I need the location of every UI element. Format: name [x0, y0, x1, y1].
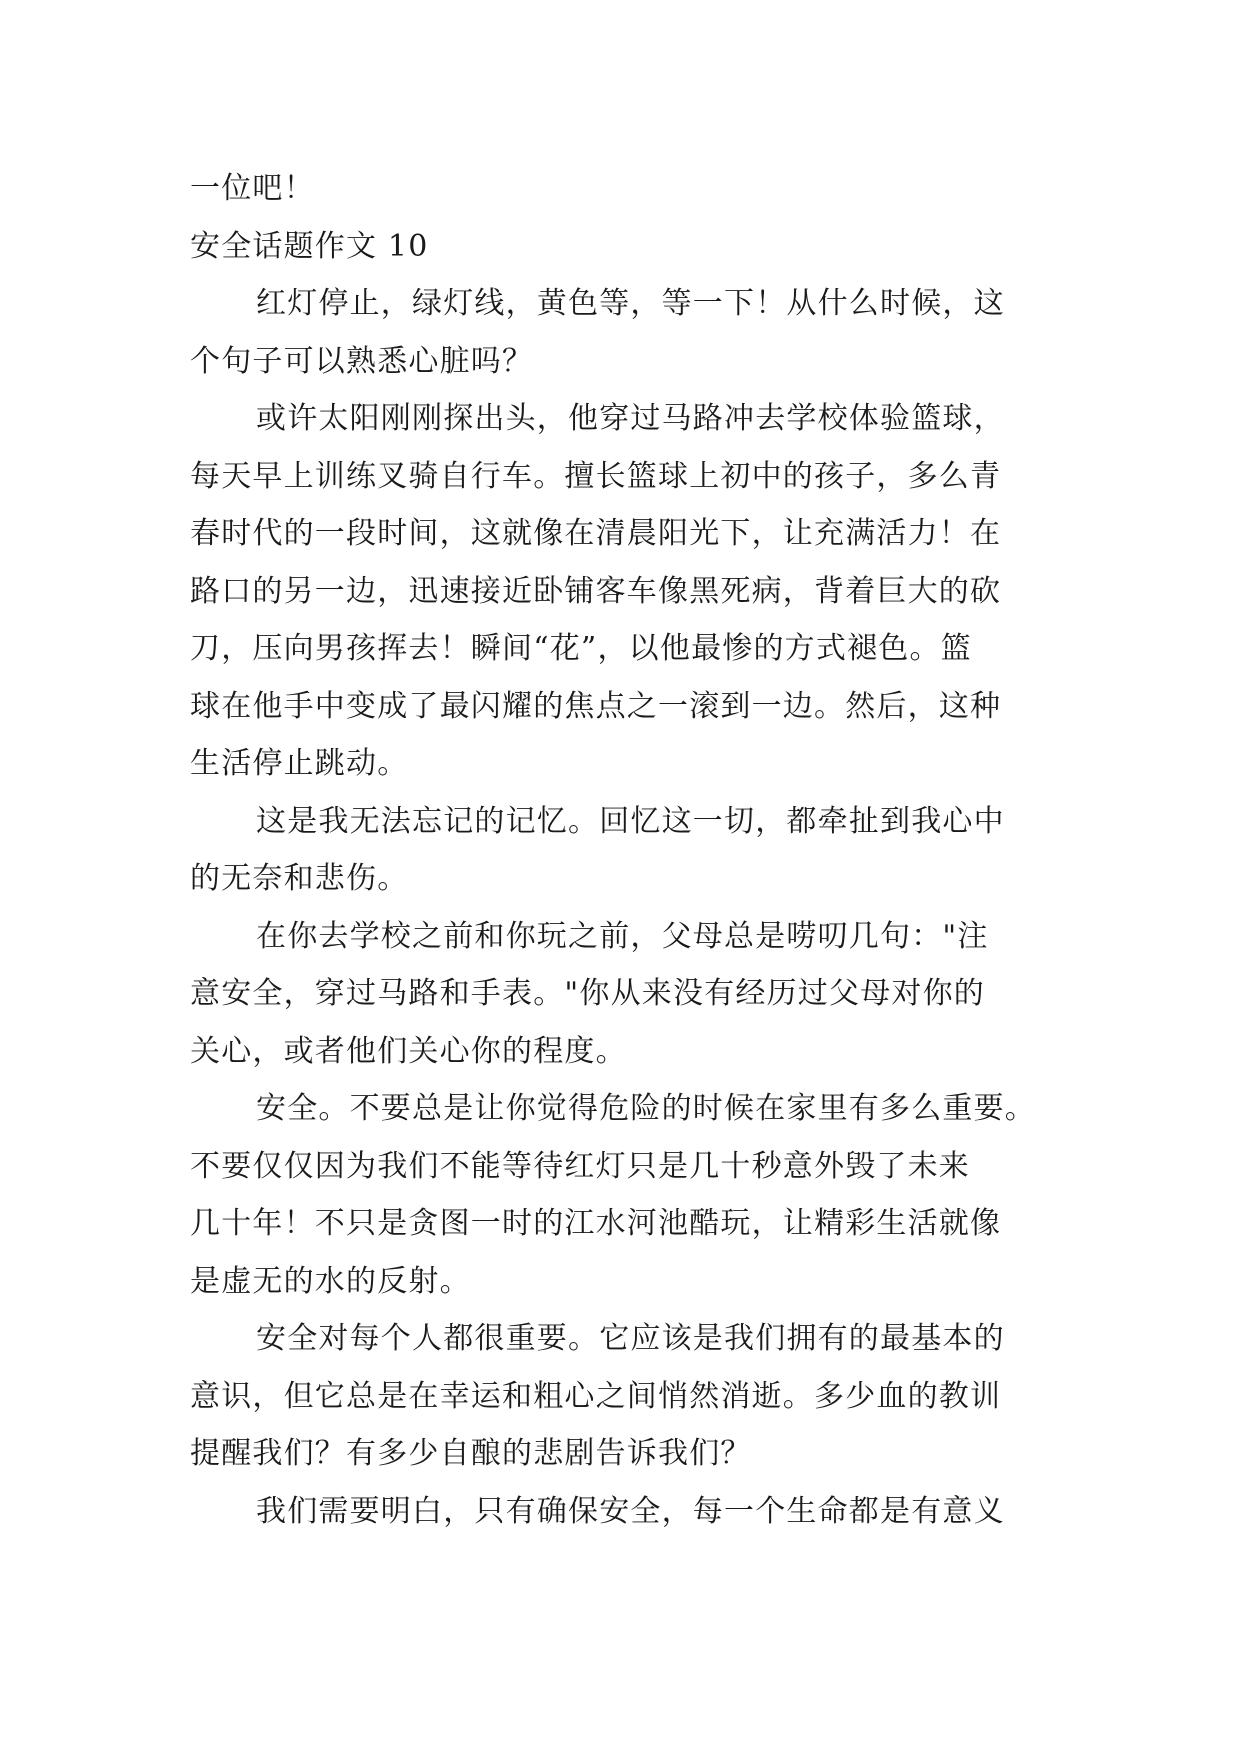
- text-line: 生活停止跳动。: [190, 746, 409, 781]
- text-line: 球在他手中变成了最闪耀的焦点之一滚到一边。然后，这种: [190, 688, 1002, 724]
- text-line: 几十年！不只是贪图一时的江水河池酷玩，让精彩生活就像: [190, 1206, 1002, 1241]
- paragraph-start-line: 安全。不要总是让你觉得危险的时候在家里有多么重要。: [256, 1091, 1036, 1126]
- paragraph-start-line: 在你去学校之前和你玩之前，父母总是唠叨几句："注: [256, 918, 989, 954]
- paragraph-start-line: 红灯停止，绿灯线，黄色等，等一下！从什么时候，这: [256, 286, 1005, 321]
- text-line: 春时代的一段时间，这就像在清晨阳光下，让充满活力！在: [190, 516, 1002, 551]
- document-body: [190, 160, 1060, 1540]
- text-line: 刀，压向男孩挥去！瞬间“花”，以他最惨的方式褪色。篮: [190, 631, 972, 666]
- text-line: 一位吧！: [190, 171, 315, 206]
- text-line: 不要仅仅因为我们不能等待红灯只是几十秒意外毁了未来: [190, 1148, 970, 1184]
- text-line: 关心，或者他们关心你的程度。: [190, 1033, 627, 1069]
- paragraph-start-line: 或许太阳刚刚探出头，他穿过马路冲去学校体验篮球，: [256, 401, 1005, 436]
- text-line: 的无奈和悲伤。: [190, 861, 409, 896]
- text-line: 是虚无的水的反射。: [190, 1263, 471, 1299]
- text-line: 提醒我们？有多少自酿的悲剧告诉我们？: [190, 1436, 752, 1471]
- essay-title: 安全话题作文 10: [190, 228, 429, 264]
- paragraph-start-line: 安全对每个人都很重要。它应该是我们拥有的最基本的: [256, 1321, 1005, 1356]
- text-line: 路口的另一边，迅速接近卧铺客车像黑死病，背着巨大的砍: [190, 573, 1002, 609]
- text-line: 意安全，穿过马路和手表。"你从来没有经历过父母对你的: [190, 976, 985, 1011]
- text-line: 个句子可以熟悉心脏吗？: [190, 343, 534, 379]
- text-line: 意识，但它总是在幸运和粗心之间悄然消逝。多少血的教训: [190, 1378, 1002, 1414]
- text-line: 每天早上训练叉骑自行车。擅长篮球上初中的孩子，多么青: [190, 458, 1002, 494]
- paragraph-start-line: 我们需要明白，只有确保安全，每一个生命都是有意义: [256, 1493, 1005, 1529]
- paragraph-start-line: 这是我无法忘记的记忆。回忆这一切，都牵扯到我心中: [256, 803, 1005, 839]
